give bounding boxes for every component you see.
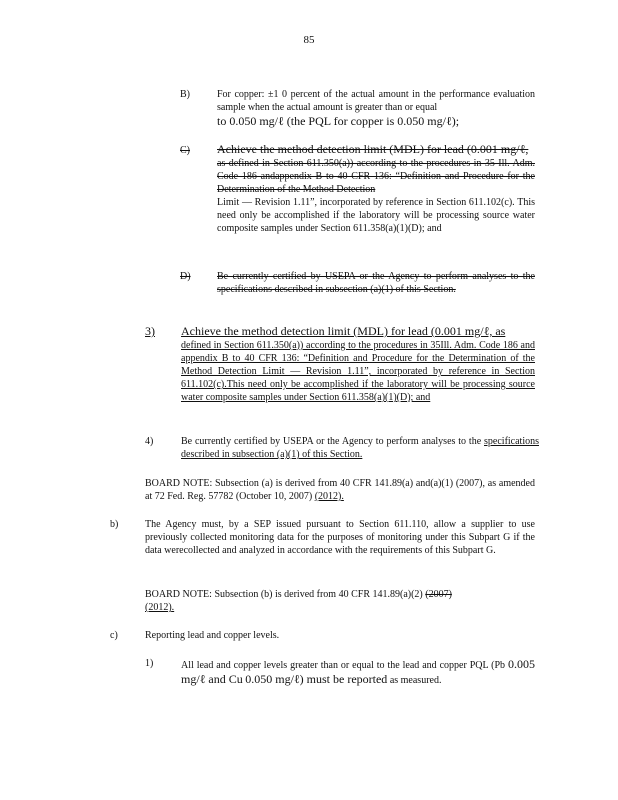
- board-note-added: (2012): [145, 602, 172, 613]
- item-label: 1): [145, 658, 154, 669]
- copper-paragraph: [217, 88, 535, 129]
- reporting-heading: Reporting lead and copper levels.: [145, 630, 280, 641]
- certified-underlined: specifications described in subsection (a)(1) of this Section.: [181, 436, 539, 460]
- board-note-text: BOARD NOTE: Subsection (a) is derived from 40 CFR 141.89(a) and(a)(1) (2007), as amended at 72 Fed. Reg. 57782 (October 10, 2007): [145, 478, 535, 502]
- mdl-paragraph: [181, 324, 535, 404]
- reporting-paragraph: [181, 657, 535, 687]
- certified-text: Be currently certified by USEPA or the Agency to perform analyses to the: [181, 436, 482, 447]
- struck-mdl-heading: Achieve the method detection limit (MDL) for lead (0.001 mg/ℓ,: [217, 142, 529, 156]
- board-note-text: BOARD NOTE: Subsection (b) is derived from 40 CFR 141.89(a)(2): [145, 589, 423, 600]
- copper-text: For copper: ±1 0 percent of the actual amount in the performance evaluation sample when the actual amount is greater than or equal: [217, 89, 535, 113]
- reporting-text-end: as measured.: [389, 675, 442, 686]
- item-label: C): [180, 145, 190, 156]
- struck-mdl-text: as defined in Section 611.350(a)) according to the procedures in 35 Ill. Adm. Code 186 andappendix B to 40 CFR 136: “Definition and Procedure for the Determination of the Method Detection: [217, 158, 535, 195]
- item-label: D): [180, 271, 191, 282]
- page-number: 85: [303, 34, 315, 46]
- item-label: c): [110, 630, 118, 641]
- board-note-added: (2012): [314, 491, 342, 502]
- copper-text-large: to 0.050 mg/ℓ (the PQL for copper is 0.050 mg/ℓ);: [217, 114, 460, 128]
- mdl-heading: Achieve the method detection limit (MDL) for lead (0.001 mg/ℓ, as: [181, 324, 506, 338]
- mdl-remaining-text: Limit — Revision 1.11”, incorporated by reference in Section 611.102(c). This need only be accomplished if the laboratory will be processing source water composite samples under Section 611.358(a)(1)(D); and: [217, 197, 535, 234]
- item-label: 3): [145, 324, 155, 338]
- prior-data-paragraph: The Agency must, by a SEP issued pursuant to Section 611.110, allow a supplier to use previously collected monitoring data for the purposes of monitoring under this Subpart G if the data werecollected and analyzed in accordance with the requirements of this Subpart G.: [145, 519, 535, 556]
- board-note: [145, 588, 535, 614]
- item-label: 4): [145, 436, 154, 447]
- mdl-text: defined in Section 611.350(a)) according to the procedures in 35Ill. Adm. Code 186 and appendix B to 40 CFR 136: “Definition and Procedure for the Determination of the Method Detection Limit — Revision 1.11”, incorporated by reference in Section 611.102(c).This need only be accomplished if the laboratory will be processing source water composite samples under Section 611.358(a)(1)(D); and: [181, 340, 535, 403]
- reporting-text-large: 0.050 mg/ℓ) must be reported: [245, 672, 388, 686]
- reporting-text: All lead and copper levels greater than or equal to the lead and copper PQL (Pb: [181, 660, 506, 671]
- reporting-text-large: 0.005 mg/ℓ and Cu: [181, 657, 535, 686]
- item-label: B): [180, 89, 190, 100]
- item-label: b): [110, 519, 119, 530]
- board-note: [145, 477, 535, 503]
- board-note-deleted: (2007): [425, 589, 452, 600]
- board-note-end: .: [341, 491, 344, 502]
- struck-certified-paragraph: Be currently certified by USEPA or the Agency to perform analyses to the specifications described in subsection (a)(1) of this Section.: [217, 271, 535, 295]
- board-note-end: .: [171, 602, 175, 613]
- certified-paragraph: [181, 435, 539, 461]
- struck-mdl-paragraph: [217, 142, 535, 235]
